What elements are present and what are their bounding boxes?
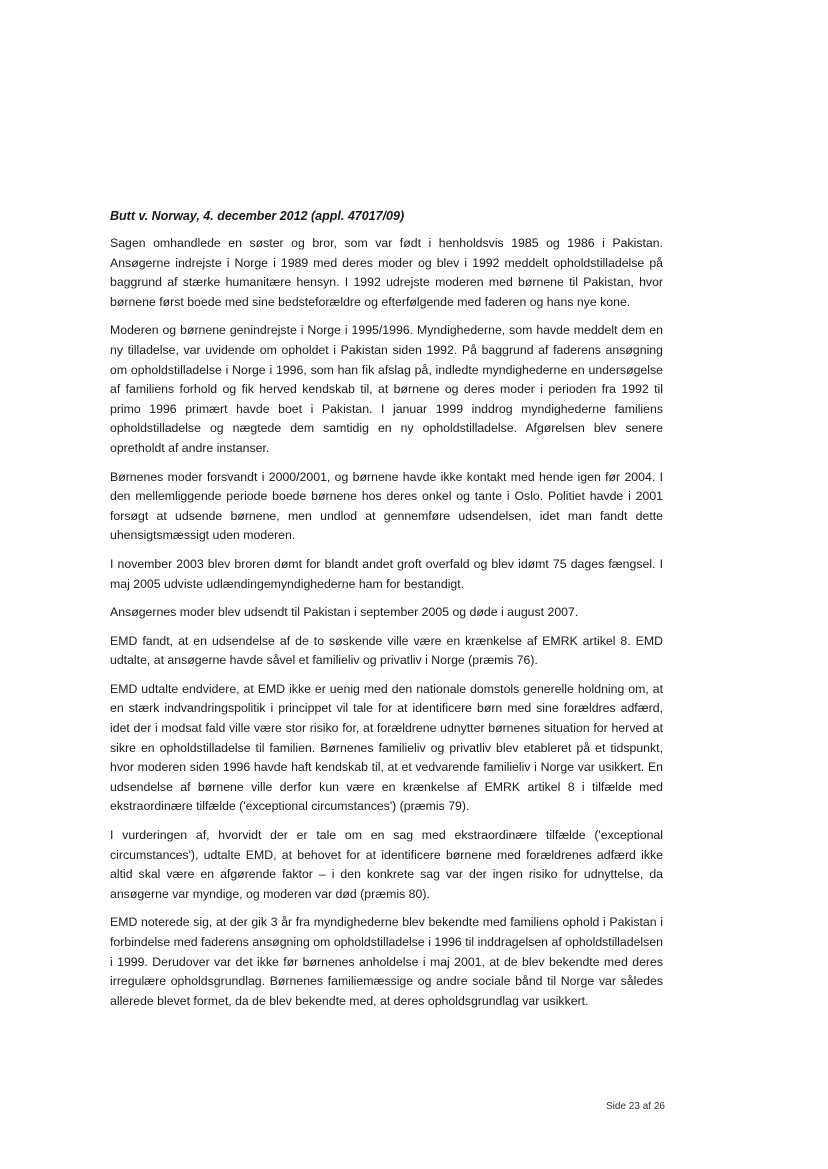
paragraph: I november 2003 blev broren dømt for blandt andet groft overfald og blev idømt 75 dages fængsel. I maj 2005 udviste udlændingemyndighederne ham for bestandigt. [110,556,663,591]
document-body [110,207,663,1020]
paragraph: Sagen omhandlede en søster og bror, som var født i henholdsvis 1985 og 1986 i Pakistan. Ansøgerne indrejste i Norge i 1989 med deres moder og blev i 1992 meddelt opholdstilladelse på baggrund af stærke humanitære hensyn. I 1992 udrejste moderen med børnene til Pakistan, hvor børnene først boede med sine bedsteforældre og efterfølgende med faderen og hans nye kone. [110,236,663,309]
paragraph: EMD fandt, at en udsendelse af de to søskende ville være en krænkelse af EMRK artikel 8. EMD udtalte, at ansøgerne havde såvel et familieliv og privatliv i Norge (præmis 76). [110,633,663,668]
page-number: Side 23 af 26 [606,1101,665,1112]
paragraph: EMD noterede sig, at der gik 3 år fra myndighederne blev bekendte med familiens ophold i Pakistan i forbindelse med faderens ansøgning om opholdstilladelse i 1996 til inddragelsen af opholdstilladelsen i 1999. Derudover var det ikke før børnenes anholdelse i maj 2001, at de blev bekendte med deres irregulære opholdsgrundlag. Børnenes familiemæssige og andre sociale bånd til Norge var således allerede blevet formet, da de blev bekendte med, at deres opholdsgrundlag var usikkert. [110,915,663,1008]
paragraph: Moderen og børnene genindrejste i Norge i 1995/1996. Myndighederne, som havde meddelt dem en ny tilladelse, var uvidende om opholdet i Pakistan siden 1992. På baggrund af faderens ansøgning om opholdstilladelse i Norge i 1996, som han fik afslag på, indledte myndighederne en undersøgelse af familiens forhold og fik herved kendskab til, at børnene og deres moder i perioden fra 1992 til primo 1996 primært havde boet i Pakistan. I januar 1999 inddrog myndighederne familiens opholdstilladelse og nægtede dem samtidig en ny opholdstilladelse. Afgørelsen blev senere opretholdt af andre instanser. [110,323,663,455]
paragraph: Ansøgernes moder blev udsendt til Pakistan i september 2005 og døde i august 2007. [110,605,579,620]
paragraph: Børnenes moder forsvandt i 2000/2001, og børnene havde ikke kontakt med hende igen før 2004. I den mellemliggende periode boede børnene hos deres onkel og tante i Oslo. Politiet havde i 2001 forsøgt at udsende børnene, men undlod at gennemføre udsendelsen, idet man fandt dette uhensigtsmæssigt uden moderen. [110,469,663,543]
paragraph: EMD udtalte endvidere, at EMD ikke er uenig med den nationale domstols generelle holdning om, at en stærk indvandringspolitik i princippet vil tale for at identificere børn med sine forældres adfærd, idet der i modsat fald ville være stor risiko for, at forældrene udnytter børnenes situation for herved at sikre en opholdstilladelse til familien. Børnenes familieliv og privatliv blev etableret på et tidspunkt, hvor moderen siden 1996 havde haft kendskab til, at et vedvarende familieliv i Norge var usikkert. En udsendelse af børnene ville derfor kun være en krænkelse af EMRK artikel 8 i tilfælde med ekstraordinære tilfælde ('exceptional circumstances') (præmis 79). [110,681,663,814]
case-heading: Butt v. Norway, 4. december 2012 (appl. 47017/09) [110,209,405,223]
paragraph: I vurderingen af, hvorvidt der er tale om en sag med ekstraordinære tilfælde ('exceptional circumstances'), udtalte EMD, at behovet for at identificere børnene med forældrenes adfærd ikke altid skal være en afgørende faktor – i den konkrete sag var der ingen risiko for udnyttelse, da ansøgerne var myndige, og moderen var død (præmis 80). [110,828,663,901]
